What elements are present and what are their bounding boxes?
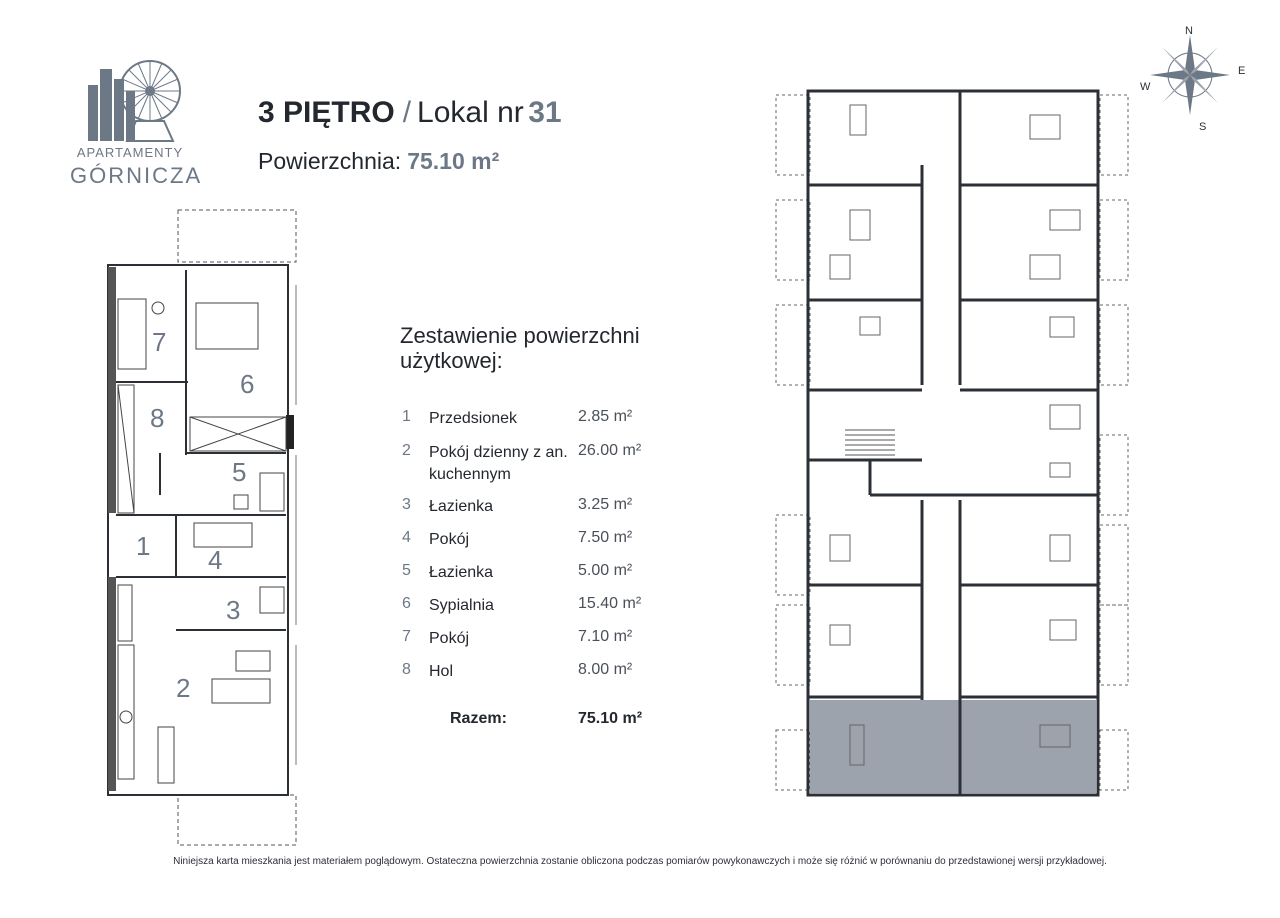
logo-building-icon	[78, 55, 188, 143]
area-summary	[258, 148, 499, 175]
area-value: 75.10 m²	[407, 148, 500, 174]
building-corridor	[808, 91, 1098, 795]
plan-label-3: 3	[226, 595, 241, 625]
building-balconies	[776, 95, 1128, 790]
room-area: 26.00 m²	[578, 442, 642, 459]
room-number: 2	[402, 442, 411, 459]
plan-label-4: 4	[208, 545, 223, 575]
compass-rose-icon	[1135, 20, 1255, 140]
wardrobe-entry	[118, 585, 132, 641]
room-area: 8.00 m²	[578, 661, 633, 678]
room-name: Hol	[429, 663, 454, 680]
lokal-label: Lokal nr	[417, 96, 524, 129]
kitchen-counter	[118, 645, 134, 779]
plan-label-8: 8	[150, 403, 165, 433]
summary-heading	[400, 323, 700, 373]
room-area: 7.10 m²	[578, 628, 633, 645]
sink	[234, 495, 248, 509]
compass-needle-w	[1150, 70, 1190, 80]
balcony-bottom	[178, 795, 296, 845]
room-name: Łazienka	[429, 498, 494, 515]
summary-heading-line2: użytkowej:	[400, 348, 503, 373]
balcony-top	[178, 210, 296, 262]
room-area: 5.00 m²	[578, 562, 633, 579]
left-wall-upper	[108, 267, 116, 513]
brand-logo	[70, 55, 203, 195]
kitchen-sink	[120, 711, 132, 723]
room-name: Łazienka	[429, 564, 494, 581]
compass-needle-ne	[1190, 47, 1218, 75]
room-number: 4	[402, 529, 411, 546]
compass-needle-nw	[1162, 47, 1190, 75]
outer-wall	[108, 265, 288, 795]
plan-label-6: 6	[240, 369, 255, 399]
compass-needle-sw	[1162, 75, 1190, 103]
summary-heading-line1: Zestawienie powierzchni	[400, 323, 640, 348]
room-area: 7.50 m²	[578, 529, 633, 546]
toilet	[152, 302, 164, 314]
table	[236, 651, 270, 671]
lokal-number: 31	[528, 96, 562, 129]
dining-table	[158, 727, 174, 783]
building-outer-wall	[808, 91, 1098, 795]
room-name: Pokój dzienny z an. kuchennym	[429, 444, 568, 483]
room-area: 2.85 m²	[578, 408, 633, 425]
compass-label-n: N	[1185, 25, 1193, 37]
compass-needle-se	[1190, 75, 1218, 103]
left-wall-lower	[108, 577, 116, 791]
bathtub-2	[194, 523, 252, 547]
unit-floor-plan	[100, 205, 310, 850]
bed	[196, 303, 258, 349]
room-name: Sypialnia	[429, 597, 494, 614]
shower	[260, 473, 284, 511]
compass-needle-e	[1190, 70, 1230, 80]
room-number: 3	[402, 496, 411, 513]
area-label: Powierzchnia:	[258, 148, 402, 174]
room-number: 8	[402, 661, 411, 678]
room-name: Przedsionek	[429, 410, 518, 427]
room-name: Pokój	[429, 531, 470, 548]
room-area: 15.40 m²	[578, 595, 642, 612]
compass-label-e: E	[1238, 65, 1246, 77]
room-number: 1	[402, 408, 411, 425]
total-label: Razem:	[450, 710, 507, 727]
compass-needle-s	[1185, 75, 1195, 115]
compass-needle-n	[1185, 35, 1195, 75]
plan-label-2: 2	[176, 673, 191, 703]
compass-label-s: S	[1199, 121, 1207, 133]
logo-text-gornicza: GÓRNICZA	[70, 163, 203, 188]
room-number: 6	[402, 595, 411, 612]
bathtub	[118, 299, 146, 369]
total-value: 75.10 m²	[578, 710, 643, 727]
interior-walls	[116, 270, 286, 630]
plan-label-5: 5	[232, 457, 247, 487]
logo-text-apartamenty: APARTAMENTY	[76, 145, 184, 160]
plan-label-7: 7	[152, 327, 167, 357]
floor-label: 3 PIĘTRO	[258, 96, 395, 129]
disclaimer-footer: Niniejsza karta mieszkania jest materiałem poglądowym. Ostateczna powierzchnia zostanie obliczona podczas pomiarów powykonawczych i może się różnić w porównaniu do przedstawionej wersji przykładowej.	[173, 856, 1107, 867]
compass-label-w: W	[1140, 81, 1151, 93]
chimney	[286, 415, 294, 449]
plan-label-1: 1	[136, 531, 151, 561]
building-floor-plan	[770, 85, 1130, 805]
room-number: 5	[402, 562, 411, 579]
room-name: Pokój	[429, 630, 470, 647]
page-title	[258, 96, 562, 130]
shower-2	[260, 587, 284, 613]
title-separator: /	[402, 96, 412, 129]
room-number: 7	[402, 628, 411, 645]
sofa	[212, 679, 270, 703]
room-area: 3.25 m²	[578, 496, 633, 513]
staircase	[845, 430, 895, 455]
